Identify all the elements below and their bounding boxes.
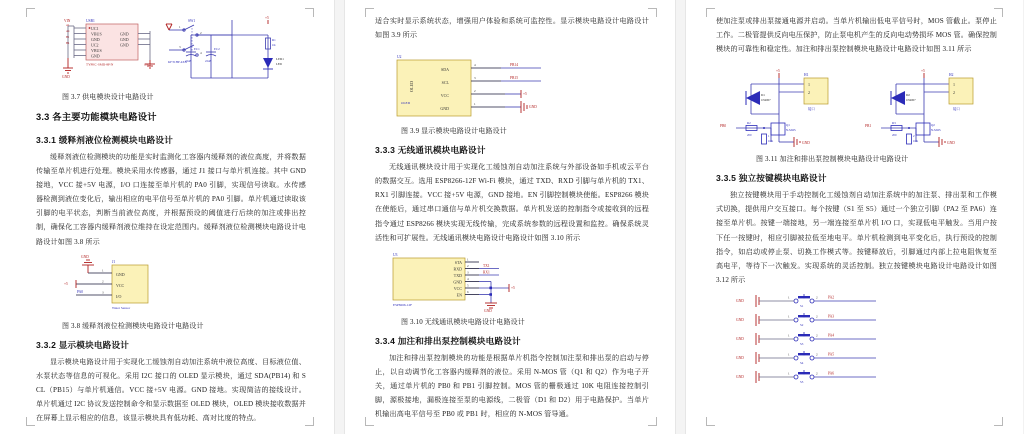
figure-3-8-caption: 图 3.8 缓释剂液位检测模块电路设计电路设计 (62, 321, 204, 330)
paragraph-3-3-2-continued: 适合实时显示系统状态，增强用户体验和系统可监控性。显示模块电路设计电路设计如图 3.9 所示 (375, 17, 649, 40)
fig311-right-res-val: 200 (892, 133, 897, 138)
margin-mark-bottom-left (706, 417, 715, 426)
figure-3-9 (375, 52, 649, 122)
fig37-cap1-ref: EC1 (194, 47, 200, 51)
fig311-left-diode-ref: D1 (761, 93, 765, 98)
figure-3-10-caption: 图 3.10 无线通讯模块电路设计电路设计 (401, 317, 525, 326)
fig310-net-tx1: TX1 (483, 263, 490, 268)
figure-3-7-caption: 图 3.7 供电模块设计电路设计 (62, 93, 154, 101)
svg-text:4: 4 (200, 51, 202, 55)
svg-text:A4: A4 (66, 30, 70, 33)
figure-3-12-schematic (716, 293, 986, 391)
fig311-right-mos-part: N-MOS (931, 128, 941, 133)
margin-mark-bottom-right (305, 417, 314, 426)
margin-mark-top-right (648, 8, 657, 17)
svg-text:4: 4 (467, 276, 469, 281)
fig38-part: Water Sensor (112, 305, 131, 310)
document-page-1[interactable] (0, 0, 334, 434)
fig312-row5-gnd: GND (736, 374, 744, 379)
fig39-pin-sda: SDA (440, 67, 449, 73)
paragraph-3-3-2: 显示模块电路设计用于实现化工缓蚀剂自动加注系统中液位高度、目标液位值、水泵状态等信息的可视化。采用 I2C 接口的 OLED 显示模块，通过 SDA(PB14) 和 SCL（PB15）与单片机通信。VCC 接+5V 电源。GND 接地。实现简洁的接线设计。单片机通过 I2C 协议发送控制命令和显示数据至 OLED 模块，OLED 模块接收数据并在屏幕上显示相应的信息，该显示模块具有低功耗、高对比度的特点。 (36, 357, 306, 423)
fig312-row2-net: PA3 (828, 314, 835, 319)
fig37-u1-pin-6: GND (91, 53, 100, 59)
fig37-cap1-val: 22uF (185, 59, 192, 63)
svg-text:2: 2 (102, 279, 104, 284)
page-gutter-1 (334, 0, 345, 434)
margin-mark-top-left (365, 8, 374, 17)
svg-text:2: 2 (816, 371, 818, 376)
fig311-right-diode-ref: D2 (906, 93, 910, 98)
fig312-row5-ref: S5 (800, 379, 804, 384)
fig312-row4-net: PA5 (828, 352, 835, 357)
fig311-right-conn-ref: H2 (949, 73, 954, 78)
svg-text:6: 6 (467, 289, 469, 294)
document-page-2[interactable] (345, 0, 675, 434)
figure-3-7-schematic (36, 12, 306, 88)
fig38-ref: J1 (112, 259, 116, 264)
fig37-res-ref: R1 (272, 38, 276, 42)
fig310-ref: U3 (393, 252, 398, 257)
fig312-row (736, 294, 876, 308)
fig310-pin-vcc: VCC (453, 285, 462, 291)
figure-3-8-schematic (36, 255, 286, 317)
heading-3-3-4: 3.3.4 加注和排出泵控制模块电路设计 (375, 335, 521, 346)
page-gutter-2 (675, 0, 686, 434)
fig312-row4-ref: S4 (800, 360, 804, 365)
figure-3-8 (36, 255, 306, 317)
fig311-right-net-gnd: GND (947, 141, 955, 146)
fig310-part: ESP8266-12F (393, 302, 413, 307)
fig37-cap2-val: 22uF (205, 59, 212, 63)
fig37-u1-pin-3: GND (91, 37, 100, 42)
figure-3-11-schematic (716, 66, 998, 150)
svg-text:2: 2 (474, 89, 476, 94)
svg-text:2: 2 (200, 31, 202, 35)
fig311-left-mos-ref: Q1 (786, 123, 790, 128)
fig311-left-diode-part: 1N4007 (761, 98, 771, 103)
fig39-side-label: OLED (409, 81, 414, 93)
fig310-pin-sta: STA (454, 259, 462, 265)
fig310-net-rx1: RX1 (483, 270, 490, 275)
fig311-left-net-in: PB0 (720, 124, 727, 129)
margin-mark-top-left (26, 8, 35, 17)
fig37-res-val: 1K (272, 43, 276, 47)
fig312-row3-gnd: GND (736, 336, 744, 341)
fig39-net-pb15: PB15 (510, 76, 518, 81)
fig37-sw-ref: SW1 (188, 19, 196, 23)
fig37-net-gnd-right: GND (144, 62, 151, 67)
fig37-led-ref: LED1 (276, 57, 284, 61)
svg-text:2: 2 (816, 333, 818, 338)
margin-mark-top-right (305, 8, 314, 17)
fig310-net-gnd: GND (484, 308, 492, 313)
fig311-left-pulldown-ref: 1 (768, 134, 770, 139)
fig38-net-gnd: GND (81, 254, 89, 259)
fig311-right-pulldown-ref: 2 (913, 134, 915, 139)
svg-text:1: 1 (788, 295, 790, 300)
paragraph-3-3-3: 无线通讯模块设计用于实现化工缓蚀剂自动加注系统与外部设备如手机或云平台的数据交互。选用 ESP8266-12F Wi-Fi 模块，通过 TXD、RXD 引脚与单片机的 TX1、RX1 引脚连接。VCC 接+5V 电源，GND 接地。EN 引脚控制模块使能。ESP8266 模块在使能后，通过串口通信与单片机交换数据。单片机发送的控制指令或接收到的远程指令通过 ESP8266 模块实现无线传输，完成系统参数的远程设置和监控。确保系统灵活性和可扩展性。无线通讯模块电路设计电路设计如图 3.10 所示 (375, 163, 649, 242)
svg-text:1: 1 (788, 352, 790, 357)
svg-text:2: 2 (816, 295, 818, 300)
figure-3-11-caption: 图 3.11 加注和排出泵控制模块电路设计电路设计 (756, 155, 909, 164)
svg-text:1: 1 (474, 102, 476, 107)
figure-3-9-caption: 图 3.9 显示模块电路设计电路设计 (401, 127, 507, 136)
fig37-sw-part: KFT1HP-4XX (168, 60, 187, 64)
fig312-row1-ref: S1 (800, 303, 804, 308)
fig38-net-plus5: +5 (64, 281, 68, 286)
fig311-right-conn-pin2: 2 (953, 90, 955, 96)
fig37-u1-pin-1: UC1 (91, 26, 99, 31)
fig37-u1-pin-r2: GND (120, 37, 129, 42)
fig312-row5-net: PA6 (828, 371, 835, 376)
fig311-left-conn-label: 接口 (808, 107, 815, 112)
fig311-right-circuit (865, 69, 973, 147)
heading-3-3-3: 3.3.3 无线通讯模块电路设计 (375, 145, 486, 156)
fig39-pin-gnd: GND (440, 106, 449, 112)
fig37-u1-pin-r1: GND (120, 31, 129, 37)
svg-text:3: 3 (467, 270, 469, 275)
fig39-net-plus5: +5 (523, 92, 527, 97)
svg-text:B4: B4 (66, 42, 70, 45)
figure-3-12 (716, 293, 997, 391)
fig311-left-pulldown-val: 10K (768, 139, 774, 144)
fig311-right-diode-part: 1N4007 (906, 98, 916, 103)
svg-text:1: 1 (788, 314, 790, 319)
svg-text:1: 1 (102, 268, 104, 273)
heading-3-3-2: 3.3.2 显示模块电路设计 (36, 339, 130, 350)
fig311-left-net-gnd: GND (802, 141, 810, 146)
fig38-pin-1-name: GND (116, 271, 125, 277)
figure-3-10-schematic (375, 251, 625, 313)
fig37-u1-pin-4: UC2 (91, 42, 99, 48)
fig37-net-vin: VIN (64, 19, 71, 23)
svg-text:4: 4 (474, 63, 476, 68)
margin-mark-bottom-left (26, 417, 35, 426)
fig310-net-plus5: +5 (511, 285, 515, 290)
fig37-net-gnd-left: GND (62, 75, 70, 79)
fig310-pin-gnd: GND (453, 279, 462, 285)
heading-3-3-5: 3.3.5 独立按键模块电路设计 (716, 173, 827, 184)
fig39-net-gnd: GND (529, 105, 537, 110)
fig39-net-pb14: PB14 (510, 63, 518, 68)
paragraph-3-3-1: 缓释剂液位检测模块的功能是实时监测化工容器内缓释剂的液位高度，并将数据传输至单片机进行处理。模块采用水传感器，通过 J1 接口与单片机连接。其中 GND 接地，VCC 接+5V 电源，I/O 口连接至单片机的 PA0 引脚，实现信号读取。水传感器检测到液位变化后，输出相应的电平信号至单片机的 PA0 引脚。单片机通过读取该引脚的电平状态，判断当前液位高度，并根据预设的阈值进行后续的加注或排出控制，确保化工容器内缓释剂液位维持在设定范围内。缓释剂液位检测模块电路设计电路设计如图 3.8 所示 (36, 153, 306, 246)
fig311-right-vcc: +5 (921, 69, 925, 74)
svg-text:2: 2 (816, 352, 818, 357)
fig39-part: OLED (401, 101, 411, 106)
figure-3-10 (375, 251, 649, 313)
fig39-pin-vcc: VCC (440, 93, 449, 99)
svg-text:3: 3 (179, 45, 181, 49)
fig312-row3-net: PA4 (828, 333, 835, 338)
fig37-cap2-ref: EC2 (214, 47, 220, 51)
fig37-u1-ref: USB1 (86, 19, 95, 23)
svg-text:A1: A1 (66, 24, 70, 27)
fig311-left-conn-pin1: 1 (808, 82, 810, 88)
fig310-pin-en: EN (456, 292, 462, 298)
svg-text:1: 1 (179, 25, 181, 29)
fig39-ref: U2 (397, 55, 402, 60)
heading-3-3-1: 3.3.1 缓释剂液位检测模块电路设计 (36, 135, 174, 145)
figure-3-7 (36, 12, 306, 88)
margin-mark-bottom-right (648, 417, 657, 426)
figure-3-11 (716, 66, 997, 150)
fig311-right-mos-ref: Q2 (931, 123, 935, 128)
fig312-row (736, 351, 876, 365)
fig312-row1-gnd: GND (736, 298, 744, 303)
fig37-u1-pin-r3: GND (120, 42, 129, 48)
margin-mark-bottom-left (365, 417, 374, 426)
svg-text:1: 1 (788, 333, 790, 338)
fig311-right-net-in: PB1 (865, 124, 872, 129)
fig311-right-res-ref: R3 (892, 121, 896, 126)
fig311-right-conn-pin1: 1 (953, 82, 955, 88)
fig311-left-vcc: +5 (776, 69, 780, 74)
svg-text:3: 3 (102, 290, 104, 295)
paragraph-3-3-4-continued: 使加注泵或排出泵接通电源并启动。当单片机输出低电平信号时，MOS 管截止。泵停止工作。二极管提供反向电压保护，防止泵电机产生的反向电动势损坏 MOS 管。确保控制模块的可靠性和稳定性。加注和排出泵控制模块电路设计电路设计如图 3.11 所示 (716, 17, 997, 54)
fig311-left-res-ref: R2 (747, 121, 751, 126)
fig311-left-circuit (720, 69, 828, 147)
fig310-pin-txd: TXD (453, 272, 462, 278)
svg-text:B1: B1 (66, 36, 70, 39)
fig311-left-conn-ref: H1 (804, 73, 809, 78)
fig311-right-pulldown-val: 10K (913, 139, 919, 144)
figure-3-9-schematic (375, 52, 635, 122)
fig312-row4-gnd: GND (736, 355, 744, 360)
svg-text:1: 1 (788, 371, 790, 376)
fig37-u1-pin-2: VBUS (91, 31, 102, 37)
fig312-row1-net: PA2 (828, 295, 835, 300)
fig312-row3-ref: S3 (800, 341, 804, 346)
fig37-u1-part: TYPEC-SMD-8P/N (86, 62, 114, 67)
document-page-3[interactable] (686, 0, 1023, 434)
fig312-row2-gnd: GND (736, 317, 744, 322)
heading-3-3: 3.3 各主要功能模块电路设计 (36, 112, 157, 122)
svg-text:1: 1 (467, 257, 469, 262)
paragraph-3-3-4: 加注和排出泵控制模块的功能是根据单片机指令控制加注泵和排出泵的启动与停止，以自动调节化工容器内缓释剂的液位。采用 N-MOS 管（Q1 和 Q2）作为电子开关，通过单片机的 PB0 和 PB1 引脚控制。MOS 管的栅极通过 10K 电阻连接控制引脚，源极接地，漏极连接至泵的电源线，二极管（D1 和 D2）用于电路保护。当单片机输出高电平信号至 PB0 或 PB1 时，相应的 N-MOS 管导通。 (375, 353, 649, 419)
fig311-left-mos-part: N-MOS (786, 128, 796, 133)
fig38-net-pa0: PA0 (77, 289, 84, 294)
fig38-pin-3-name: I/O (116, 293, 122, 299)
fig39-pin-scl: SCL (441, 80, 449, 86)
fig311-left-res-val: 200 (747, 133, 752, 138)
margin-mark-top-left (706, 8, 715, 17)
fig311-left-conn-pin2: 2 (808, 90, 810, 96)
fig312-row (736, 313, 876, 327)
svg-text:2: 2 (816, 314, 818, 319)
fig38-pin-2-name: VCC (116, 282, 125, 288)
fig312-row (736, 370, 876, 384)
fig37-u1-pin-5: VBUS (91, 48, 102, 53)
paragraph-3-3-5: 独立按键模块用于手动控制化工缓蚀剂自动加注系统中的加注泵、排出泵和工作模式切换，提供用户交互接口。每个按键（S1 至 S5）通过一个独立引脚（PA2 至 PA6）连接至单片机。按键一端接地，另一端连接至单片机 I/O 口，实现低电平触发。当用户按下任一按键时，相应引脚被拉低至地电平。单片机检测到电平变化后，执行预设的控制指令，如启动或停止泵、切换工作模式等。按键释放后，引脚通过内部上拉电阻恢复至高电平，等待下一次触发。实现系统的灵活控制。独立按键模块电路设计电路设计如图 3.12 所示 (716, 191, 997, 284)
fig37-net-plus5: +5 (265, 16, 269, 20)
fig37-led-part: LED (276, 62, 282, 66)
fig312-row (736, 332, 876, 346)
fig311-right-conn-label: 接口 (953, 107, 960, 112)
svg-text:2: 2 (467, 263, 469, 268)
svg-text:3: 3 (474, 76, 476, 81)
svg-text:5: 5 (467, 283, 469, 288)
fig312-row2-ref: S2 (800, 322, 804, 327)
fig310-pin-rxd: RXD (453, 266, 462, 272)
